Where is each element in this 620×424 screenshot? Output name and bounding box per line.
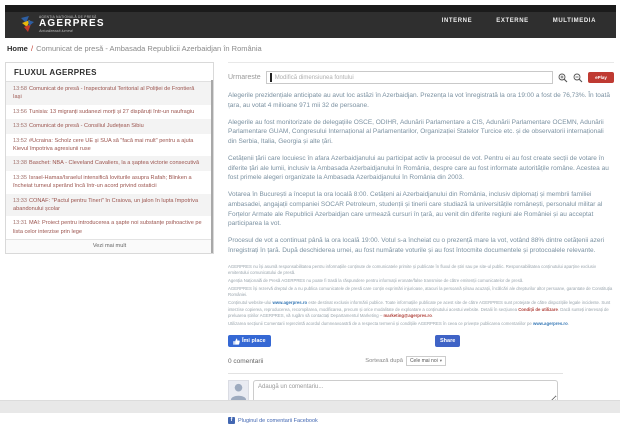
flux-item[interactable] (6, 171, 213, 194)
font-size-input[interactable] (266, 71, 553, 84)
flux-item-title: Comunicat de presă - Consiliul Județean Sibiu (29, 123, 144, 130)
flux-item[interactable] (6, 216, 213, 239)
zoom-in-icon[interactable] (558, 73, 568, 83)
disclaimer-line: AGERPRES își rezervă dreptul de a nu publica comunicatele de presă care conțin exprimări injurioase, atacuri la persoană și/sau acuzații, încălcări ale drepturilor altor persoane, garantate de Constituția României. (228, 285, 613, 298)
disclaimer-text: este destinat exclusiv informării publice. Toate informațiile publicate pe acest site de către AGERPRES sunt protejate de către dispozițiile legale incidente. Sunt interzise copierea, reproducerea, recompilarea, modificarea, precum și orice modalitate de exploatare a conținutului acestui website. Detalii în secțiunea (228, 300, 611, 312)
breadcrumb (7, 44, 262, 53)
brand-topline: AGENȚIA NAȚIONALĂ DE PRESĂ (39, 14, 97, 19)
sort-selected-value: Cele mai noi (409, 358, 438, 365)
article-paragraph: Cetățenii țării care locuiesc în afara Azerbaidjanului au participat activ la procesul de vot. Pentru ei au fost create secții de votare în diferite țări ale lumii, inclusiv la Ambasada Azerbaidjanului în România, despre care au fost informate autoritățile române. Acestea au fost primele alegeri organizate la Ambasada Azerbaidjanului în România din 2003. (228, 154, 609, 182)
facebook-icon: f (228, 417, 235, 424)
disclaimer-block (228, 264, 614, 328)
like-button-label: Îmi place (242, 338, 266, 345)
disclaimer-line: Agenția Națională de Presă AGERPRES nu poate fi trasă la răspundere pentru informații eronate/false transmise de către emitenții comunicatelor de presă. (228, 277, 524, 283)
flux-item-time: 13:52 (13, 137, 27, 144)
flux-item-time: 13:53 (13, 123, 27, 130)
page-footer (0, 400, 620, 413)
flux-item-time: 13:58 (13, 86, 27, 92)
sidebar-scrollbar[interactable] (211, 80, 213, 253)
comments-divider (228, 373, 563, 374)
facebook-like-button[interactable] (228, 335, 271, 347)
article-paragraph: Votarea în București a început la ora locală 8:00. Cetățeni ai Azerbaidjanului din România, inclusiv diplomați și membrii familiei ambasadei, angajații companiei SOCAR Petroleum, studenții și tinerii care studiază la universitățile românești, personalul militar al Forțelor Armate ale Republicii Azerbaidjan care urmează cursuri în țară, au venit din diferite regiuni ale României și au acceptat participarea la vot. (228, 191, 603, 228)
article-paragraph: Alegerile prezidențiale anticipate au avut loc astăzi în Azerbaidjan. Prezența la vot înregistrată la ora 19:00 a fost de 76,73%. În toată țara, au votat 4 milioane 971 mii 32 de persoane. (228, 92, 610, 109)
nav-item-externe[interactable]: EXTERNE (496, 18, 529, 24)
flux-item-time: 13:56 (13, 108, 27, 115)
disclaimer-text: . (431, 313, 434, 319)
comments-count: 0 comentarii (228, 357, 264, 365)
article-toolbar (228, 63, 614, 84)
flux-item-title: #Ucraina: Scholz cere UE și SUA să "facă mai mult" pentru a ajuta Kievul împotriva agresiunii ruse (13, 137, 194, 152)
flux-item-time: 13:35 (13, 174, 27, 181)
flux-list (6, 82, 213, 239)
fb-plugin-row (228, 417, 614, 424)
social-buttons-row (228, 335, 614, 348)
disclaimer-text: Conținutul website-ului (228, 300, 273, 306)
flux-item-title: CONAF: "Pactul pentru Tineri" în Craiova, un jalon în lupta împotriva abandonului școlar (13, 197, 199, 212)
terms-link[interactable]: Condiții de utilizare (518, 306, 558, 312)
nav-item-multimedia[interactable]: MULTIMEDIA (552, 18, 596, 24)
flux-item-title: Israel-Hamas/Israelul intensifică loviturile asupra Rafah; Blinken a încheiat turneul sperând încă într-un acord privind ostaticii (13, 174, 192, 190)
share-button-label: Share (440, 338, 456, 345)
flux-item-title: Comunicat de presă - Inspectoratul Teritorial al Poliției de Frontieră Iași (13, 86, 195, 101)
flux-item-time: 13:31 (13, 220, 27, 227)
flux-item-title: Tunisia: 13 migranți sudanezi morți și 27 dispăruți într-un naufragiu (29, 108, 195, 115)
header-top-strip (5, 5, 616, 12)
agerpres-site-link[interactable]: www.agerpres.ro (272, 300, 308, 306)
brand-logo[interactable] (20, 14, 105, 34)
disclaimer-line: AGERPRES nu își asumă responsabilitatea pentru informațiile conținute de comunicatele primite și publicate în fluxul de știri sau pe site-ul public. Responsabilitatea conținutului aparține exclusiv emitentului comunicatului de presă. (228, 263, 597, 275)
nav-item-interne[interactable]: INTERNE (441, 18, 473, 24)
flux-item[interactable] (6, 105, 213, 119)
zoom-out-icon[interactable] (573, 73, 583, 83)
follow-label[interactable]: Urmareste (228, 74, 261, 81)
flux-item-time: 13:38 (13, 160, 27, 167)
brand-slogan: Actualizează lumea! (39, 29, 73, 34)
disclaimer-line (228, 300, 614, 319)
sort-dropdown[interactable] (406, 356, 446, 366)
brand-text (39, 15, 105, 34)
news-flux-sidebar (5, 62, 214, 254)
breadcrumb-current: Comunicat de presă - Ambasada Republicii Azerbaidjan în România (36, 44, 262, 53)
article-paragraph: Procesul de vot a continuat până la ora locală 19:00. Votul s-a încheiat cu o prezență mare la vot, votând 88% dintre cetățenii azeri înregistrați în țară. După deschiderea urnei, au fost numărate voturile și au fost întocmite documentele și protocoalele relevante. (228, 237, 605, 254)
article-content (228, 62, 614, 424)
see-more-button[interactable]: Vezi mai mult (6, 239, 213, 253)
chevron-down-icon: ▾ (439, 358, 442, 364)
article-body (228, 91, 614, 256)
disclaimer-text: Utilizarea secțiunii Comentarii reprezintă acordul dumneavoastră de a respecta termenii și condițiile AGERPRES în ceea ce privește publicarea comentariilor pe (228, 321, 533, 326)
disclaimer-text: . (567, 321, 569, 326)
disclaimer-text: . Dacă sunteți interesați de preluarea știrilor AGERPRES, vă rugăm să contactați Departamentul Marketing – (228, 306, 609, 319)
breadcrumb-separator: / (30, 44, 34, 53)
sort-group (365, 356, 446, 366)
comments-header (228, 356, 446, 366)
font-size-tooltip-text: Modifică dimensiunea fontului (274, 74, 354, 81)
disclaimer-line (228, 321, 614, 327)
text-cursor (270, 73, 272, 82)
site-header (5, 5, 616, 38)
agerpres-site-link[interactable]: www.agerpres.ro (533, 321, 568, 326)
article-paragraph: Alegerile au fost monitorizate de delegațiile OSCE, ODIHR, Adunării Parlamentare a CIS, Adunării Parlamentare OCEMN, Adunării Parlamentare GUAM, Congresului Internațional al Parlamentarilor, Organizației Statelor Turcice etc. și de observatorii internaționali din Serbia, Italia, Georgia și alte țări. (228, 118, 604, 145)
person-silhouette-icon (229, 381, 248, 400)
eplay-button[interactable]: ePlay (588, 72, 614, 83)
breadcrumb-home-link[interactable]: Home (7, 44, 28, 53)
flux-item[interactable] (6, 82, 213, 105)
flux-item[interactable] (6, 119, 213, 133)
flux-item[interactable] (6, 194, 213, 217)
sidebar-title: FLUXUL AGERPRES (6, 63, 213, 82)
agerpres-bird-logo-icon (20, 14, 35, 34)
marketing-email-link[interactable]: marketing@agerpres.ro (383, 313, 432, 319)
flux-item-time: 13:33 (13, 197, 27, 204)
fb-comments-plugin-link[interactable]: Pluginul de comentarii Facebook (238, 417, 318, 424)
avatar (228, 380, 249, 401)
flux-item[interactable] (6, 156, 213, 170)
flux-item-title: Baschet: NBA - Cleveland Cavaliers, la a șaptea victorie consecutivă (29, 160, 200, 167)
facebook-share-button[interactable] (435, 335, 460, 347)
main-nav (442, 18, 596, 24)
thumbs-up-icon (233, 338, 240, 345)
brand-name: AGERPRES (39, 17, 105, 29)
sort-label: Sortează după (365, 358, 403, 365)
flux-item[interactable] (6, 134, 213, 157)
flux-item-title: MAI: Proiect pentru introducerea a șapte noi substanțe psihoactive pe lista celor interzise prin lege (13, 220, 202, 235)
